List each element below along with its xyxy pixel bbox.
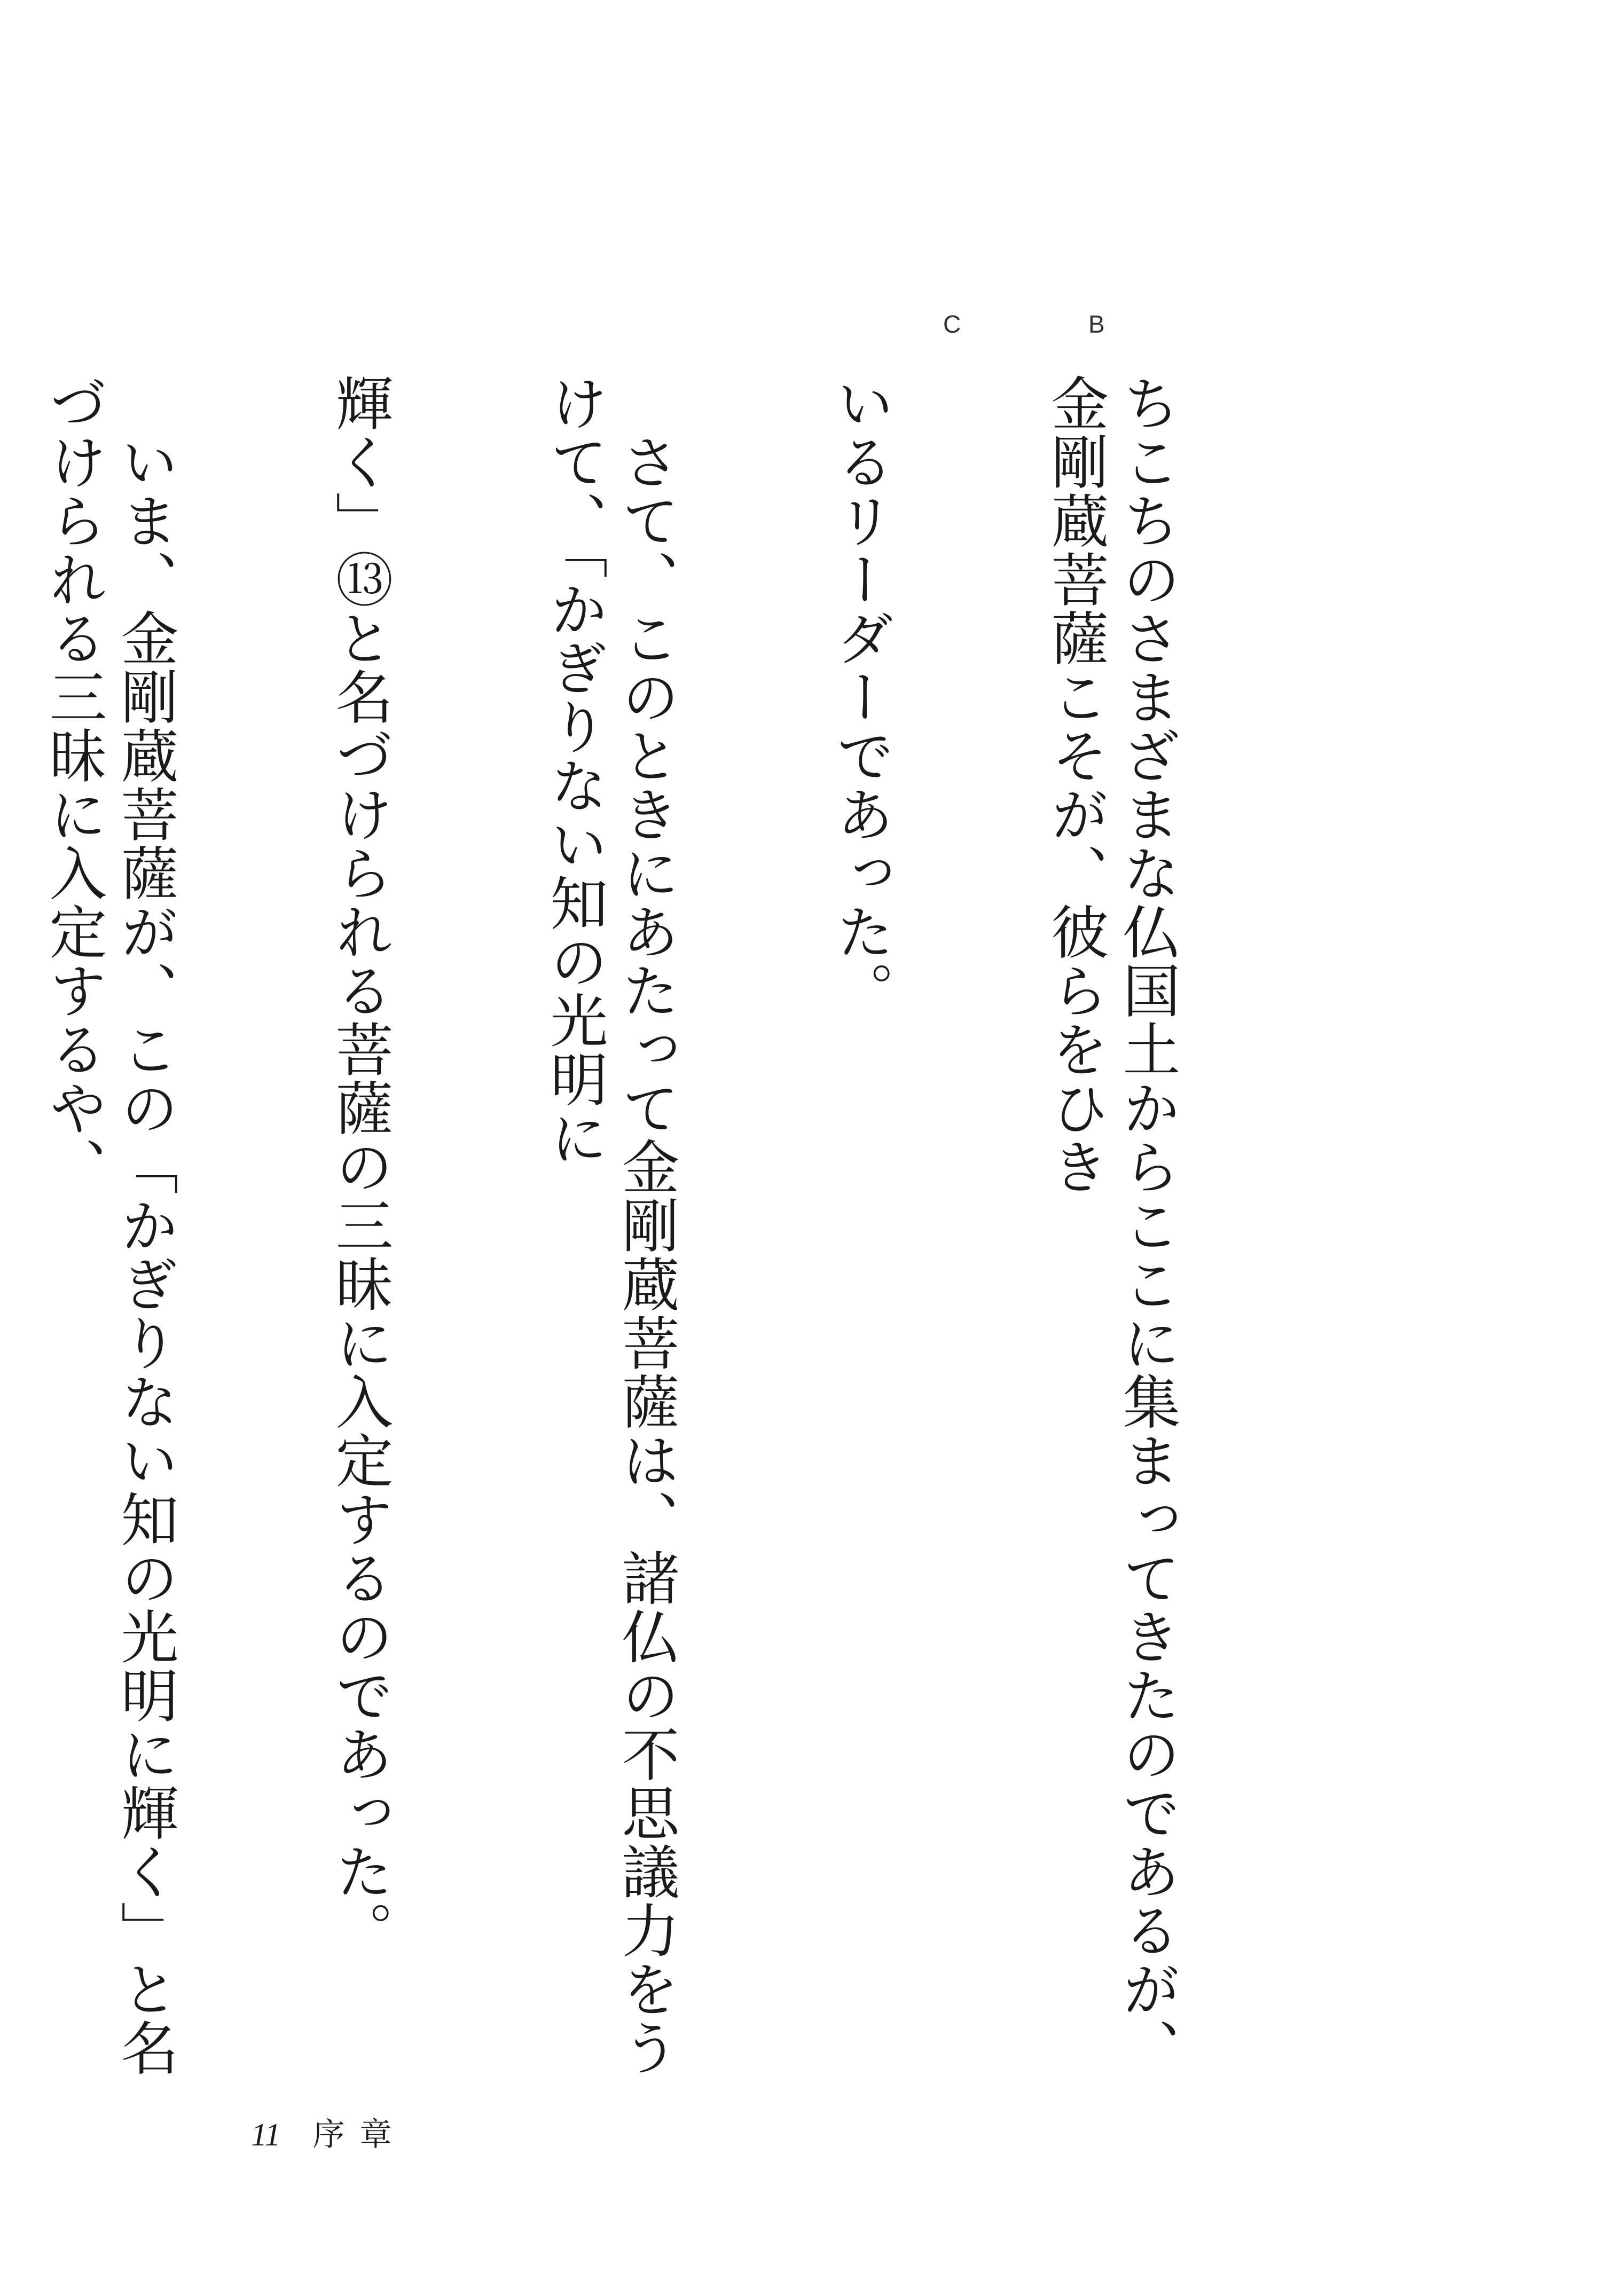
text-line-5: いま、金剛蔵菩薩が、この「かぎりない知の光明に輝く」と名づけられる三昧に入定するや、 [40, 374, 178, 2077]
text-line-2: いるリーダーであった。 [827, 374, 893, 1020]
page-number: 11 [251, 2117, 281, 2152]
chapter-title: 序章 [312, 2116, 407, 2153]
margin-marker-c: C [943, 310, 961, 338]
page-footer [251, 2109, 407, 2155]
text-line-4: 輝く」⑬と名づけられる菩薩の三昧に入定するのであった。 [326, 374, 393, 1960]
text-line-1: ちこちのさまざまな仏国土からここに集まってきたのであるが、金剛蔵菩薩こそが、彼らをひき [1041, 374, 1180, 2077]
margin-marker-b: B [1088, 310, 1105, 338]
vertical-text-body [40, 374, 1325, 2082]
text-line-3: さて、このときにあたって金剛蔵菩薩は、諸仏の不思議力をうけて、「かぎりない知の光明に [540, 374, 679, 2077]
